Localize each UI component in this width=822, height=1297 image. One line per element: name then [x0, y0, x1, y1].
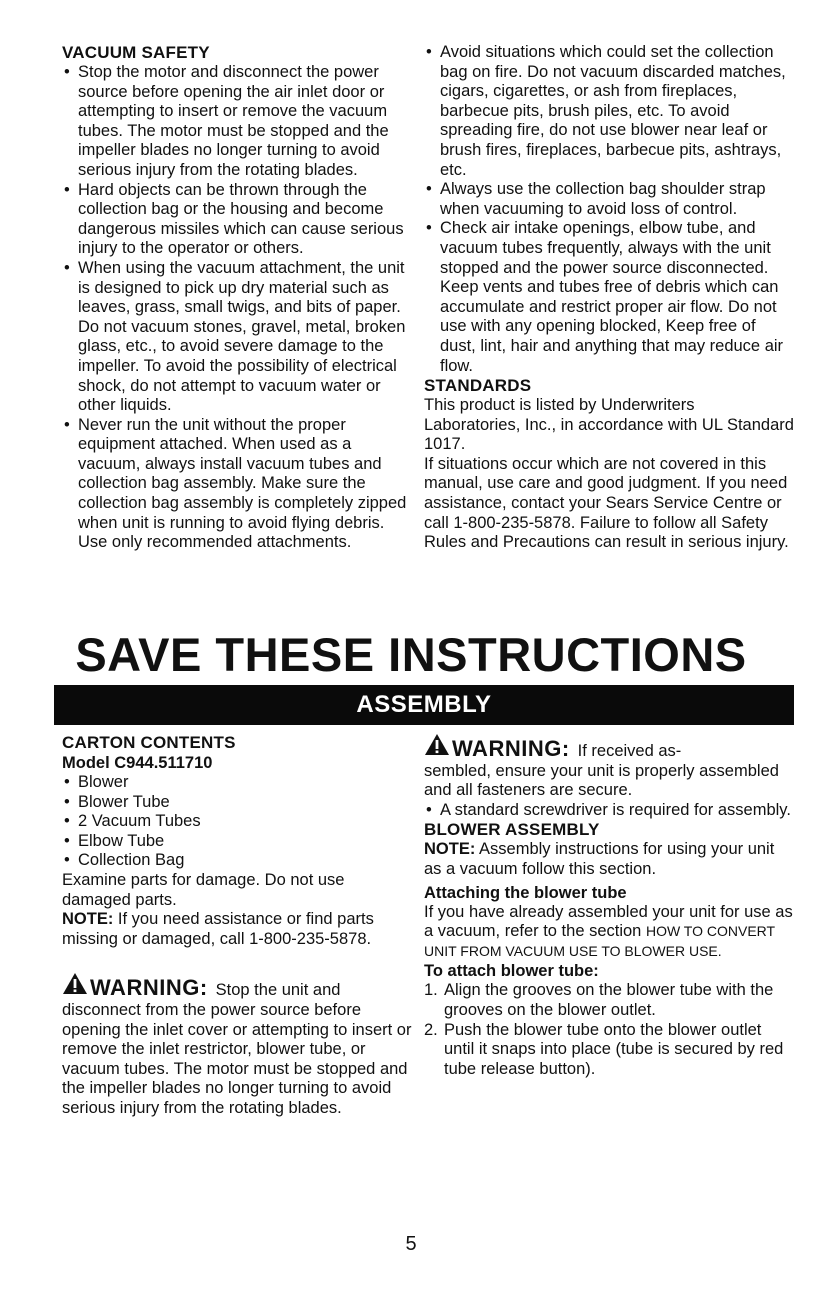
standards-text: This product is listed by Underwriters Laboratories, Inc., in accordance with UL Standard 1017.: [424, 396, 794, 454]
list-item: • Check air intake openings, elbow tube, and vacuum tubes frequently, always with the unit stopped and the power source disconnected. Keep vents and tubes free of debris which can accumulate and restrict proper air flow. Do not use with any opening blocked, Keep free of dust, lint, hair and anything that may reduce air flow.: [424, 219, 794, 376]
standards-heading: STANDARDS: [424, 376, 532, 396]
list-item: • Blower Tube: [62, 793, 412, 813]
warning-body-text: disconnect from the power source before opening the inlet cover or attempting to insert or remove the inlet restrictor, blower tube, or vacuum tubes. The motor must be stopped and the impeller blades no longer turning to avoid serious injury from the rotating blades.: [62, 1000, 412, 1117]
list-item: • Always use the collection bag shoulder strap when vacuuming to avoid loss of control.: [424, 180, 794, 219]
list-item: • Avoid situations which could set the collection bag on fire. Do not vacuum discarded matches, cigars, cigarettes, or ash from fireplaces, barbecue pits, brush piles, etc. To avoid spreading fire, do not use blower near leaf or brush fires, fireplaces, barbecue pits, ashtrays, etc.: [424, 43, 794, 180]
list-item: • Blower: [62, 773, 412, 793]
step-text: Align the grooves on the blower tube with the grooves on the blower outlet.: [444, 981, 774, 1019]
vacuum-safety-list: [62, 63, 412, 553]
carton-note: [62, 910, 412, 949]
warning-block-left: [62, 972, 412, 1118]
list-item: • 2 Vacuum Tubes: [62, 812, 412, 832]
step-number: 2.: [424, 1020, 438, 1039]
assembly-section-bar: ASSEMBLY: [54, 685, 794, 725]
page-number: 5: [405, 1233, 417, 1255]
warning-body-text: sembled, ensure your unit is properly assembled and all fasteners are secure.: [424, 761, 779, 800]
vacuum-safety-list-continued: [424, 43, 794, 376]
list-item: • When using the vacuum attachment, the unit is designed to pick up dry material such as leaves, grass, small twigs, and bits of paper. Do not vacuum stones, gravel, metal, broken glass, etc., to avoid severe damage to the impeller. To avoid the possibility of electrical shock, do not attempt to vacuum water or other liquids.: [62, 259, 412, 416]
blower-assembly-heading: BLOWER ASSEMBLY: [424, 820, 600, 840]
vacuum-safety-heading: VACUUM SAFETY: [62, 43, 210, 62]
examine-text: Examine parts for damage. Do not use damaged parts.: [62, 870, 345, 909]
list-item: [424, 981, 794, 1020]
step-text: Push the blower tube onto the blower outlet until it snaps into place (tube is secured by red tube release button).: [444, 1020, 784, 1078]
attaching-blower-tube-text: If you have already assembled your unit for use as a vacuum, refer to the section HOW TO CONVERT UNIT FROM VACUUM USE TO BLOWER USE.: [424, 902, 793, 959]
warning-triangle-icon: [62, 972, 88, 995]
carton-contents-section: [62, 733, 412, 1119]
list-item: • Stop the motor and disconnect the power source before opening the air inlet door or attempting to insert or remove the vacuum tubes. The motor must be stopped and the impeller blades no longer turning to avoid serious injury from the rotating blades.: [62, 63, 412, 181]
warning-label: WARNING:: [90, 975, 208, 1001]
attach-steps-heading: To attach blower tube:: [424, 962, 599, 981]
list-item: [424, 1021, 794, 1080]
warning-head-text: If received as-: [577, 742, 682, 760]
warning-block-right: [424, 733, 794, 820]
list-item: • Hard objects can be thrown through the collection bag or the housing and become dangerous missiles which can cause serious injury to the operator or others.: [62, 181, 412, 259]
step-number: 1.: [424, 981, 438, 1000]
assembly-instructions-section: [424, 733, 794, 1079]
vacuum-safety-continued: [424, 43, 794, 553]
note-label: NOTE:: [62, 910, 114, 929]
carton-contents-heading: CARTON CONTENTS: [62, 733, 236, 752]
save-instructions-title: SAVE THESE INSTRUCTIONS: [75, 628, 747, 681]
attach-steps-list: [424, 981, 794, 1079]
list-item: • Elbow Tube: [62, 832, 412, 852]
carton-items-list: [62, 773, 412, 871]
note-text: If you need assistance or find parts missing or damaged, call 1-800-235-5878.: [62, 910, 374, 948]
list-item: • Never run the unit without the proper equipment attached. When used as a vacuum, always install vacuum tubes and collection bag assembly. Make sure the collection bag assembly is completely zipped when unit is running to avoid flying debris. Use only recommended attachments.: [62, 416, 412, 553]
note-text: Assembly instructions for using your unit as a vacuum follow this section.: [424, 840, 775, 878]
section-reference: HOW TO CONVERT UNIT FROM VACUUM USE TO BLOWER USE.: [424, 923, 775, 959]
model-number: Model C944.511710: [62, 754, 213, 772]
blower-assembly-note: [424, 840, 794, 879]
list-item: • Collection Bag: [62, 851, 412, 871]
list-item: • A standard screwdriver is required for assembly.: [424, 801, 794, 821]
warning-label: WARNING:: [452, 736, 570, 761]
attaching-blower-tube-heading: Attaching the blower tube: [424, 883, 627, 902]
warning-triangle-icon: [424, 733, 450, 756]
warning-head-text: Stop the unit and: [215, 981, 341, 1000]
note-label: NOTE:: [424, 840, 476, 859]
assistance-text: If situations occur which are not covered in this manual, use care and good judgment. If you need assistance, contact your Sears Service Centre or call 1-800-235-5878. Failure to follow all Safety Rules and Precautions can result in serious injury.: [424, 454, 789, 552]
vacuum-safety-section: [62, 43, 412, 553]
warning-bullet-list: [424, 801, 794, 821]
